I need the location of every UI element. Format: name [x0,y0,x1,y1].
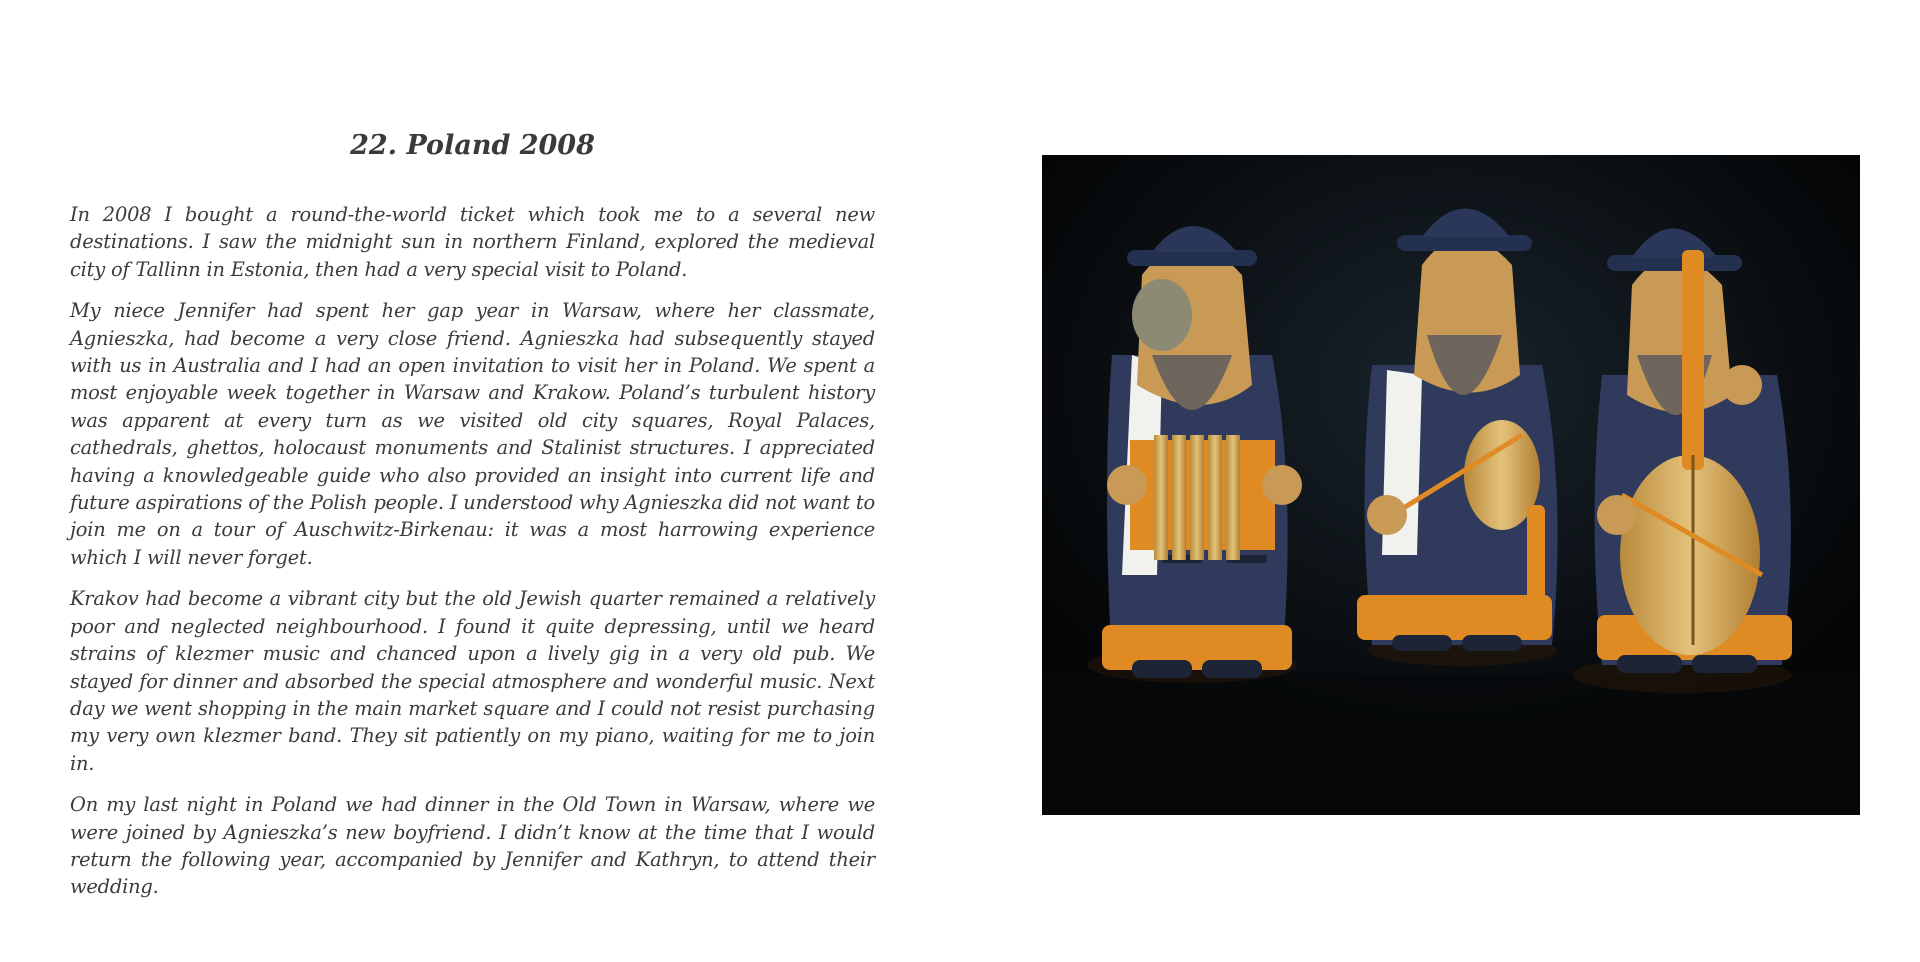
paragraph-2: My niece Jennifer had spent her gap year in Warsaw, where her classmate, Agnieszka, had become a very close friend. Agnieszka had subsequently stayed with us in Australia and I had an open invitation to visit her in Poland. We spent a most enjoyable week together in Warsaw and Krakow. Poland’s turbulent history was apparent at every turn as we visited old city squares, Royal Palaces, cathedrals, ghettos, holocaust monuments and Stalinist structures. I appreciated having a knowledgeable guide who also provided an insight into current life and future aspirations of the Polish people. I understood why Agnieszka did not want to join me on a tour of Auschwitz-Birkenau: it was a most harrowing experience which I will never forget. [70,299,875,569]
paragraph-3: Krakov had become a vibrant city but the old Jewish quarter remained a relatively poor and neglected neighbourhood. I found it quite depressing, until we heard strains of klezmer music and chanced upon a lively gig in a very old pub. We stayed for dinner and absorbed the special atmosphere and wonderful music. Next day we went shopping in the main market square and I could not resist purchasing my very own klezmer band. They sit patiently on my piano, waiting for me to join in. [70,587,875,775]
klezmer-band-photo [1042,155,1860,815]
paragraph-1: In 2008 I bought a round-the-world ticket which took me to a several new destinations. I saw the midnight sun in northern Finland, explored the medieval city of Tallinn in Estonia, then had a very special visit to Poland. [70,203,875,281]
paragraph-4: On my last night in Poland we had dinner in the Old Town in Warsaw, where we were joined by Agnieszka’s new boyfriend. I didn’t know at the time that I would return the following year, accompanied by Jennifer and Kathryn, to attend their wedding. [70,793,875,899]
text-column [70,130,875,915]
klezmer-figurines-illustration [1042,155,1860,815]
page-title: 22. Poland 2008 [350,130,595,161]
